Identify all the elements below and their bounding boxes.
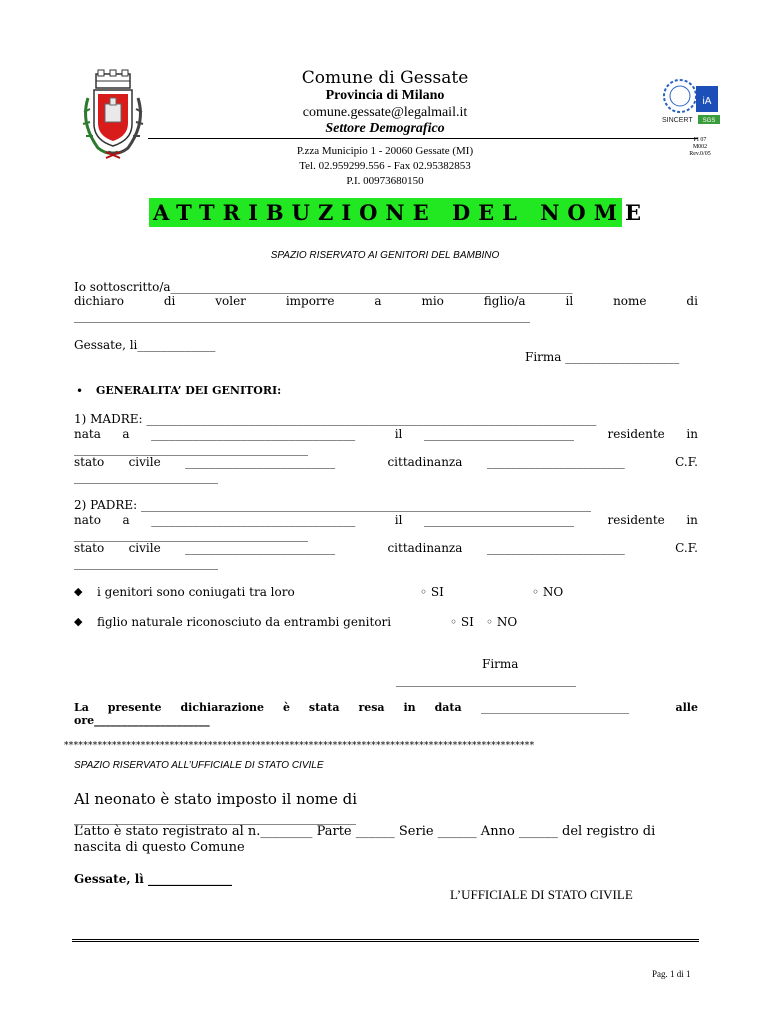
svg-text:iA: iA [702, 96, 712, 107]
section-genitori-label: SPAZIO RISERVATO AI GENITORI DEL BAMBINO [270, 250, 500, 261]
word: a [122, 513, 130, 527]
padre-cf-line: ________________________ [74, 556, 218, 570]
provincia: Provincia di Milano [325, 88, 445, 103]
dichiaro-word: di [686, 294, 698, 308]
word: il [394, 427, 403, 441]
coniugati-si-checkbox[interactable]: ◦ SI [420, 585, 444, 599]
word: a [122, 427, 130, 441]
word: cittadinanza [387, 455, 463, 469]
coniugati-no-checkbox[interactable]: ◦ NO [532, 585, 564, 599]
word: residente [607, 513, 665, 527]
firma-genitore: Firma ___________________ [525, 350, 680, 364]
dichiaro-word: il [565, 294, 574, 308]
comune-title: Comune di Gessate [301, 68, 469, 88]
nome-line: ____________________________________________________________________________ [74, 309, 530, 323]
word: dichiarazione [180, 701, 265, 714]
bullet-icon: • [76, 384, 84, 398]
dichiaro-word: mio [421, 294, 444, 308]
padre-residenza-line: _______________________________________ [74, 528, 308, 542]
word: La [74, 701, 89, 714]
word: stata [308, 701, 340, 714]
email: comune.gessate@legalmail.it [302, 105, 468, 120]
word: è [282, 701, 290, 714]
word: nato [74, 513, 101, 527]
telefono: Tel. 02.959299.556 - Fax 02.95382853 [299, 160, 471, 172]
atto-line-1: L’atto è stato registrato al n.________ Parte ______ Serie ______ Anno ______ del registro di [74, 824, 656, 839]
madre-residenza-line: _______________________________________ [74, 442, 308, 456]
document-title: ATTRIBUZIONE DEL NOME [149, 198, 622, 227]
firma-genitori-line: ______________________________ [396, 673, 576, 687]
word: data [434, 701, 462, 714]
blank: __________________________________ [151, 427, 356, 441]
sgs-label: SGS [702, 118, 716, 124]
section-ufficiale-label: SPAZIO RISERVATO ALL’UFFICIALE DI STATO CIVILE [74, 760, 324, 771]
word: in [686, 427, 698, 441]
piva: P.I. 00973680150 [346, 175, 424, 187]
dichiaro-row [74, 294, 698, 308]
dichiaro-word: voler [215, 294, 246, 308]
doc-code-line: M002 [692, 144, 708, 150]
coniugati-label: i genitori sono coniugati tra loro [97, 585, 295, 599]
word: resa [358, 701, 385, 714]
doc-code-line: PI 07 [693, 137, 707, 143]
neonato-line: _______________________________________________ [74, 811, 356, 825]
madre-line: 1) MADRE: ___________________________________________________________________________ [74, 412, 597, 426]
blank: _________________________ [185, 455, 336, 469]
blank: _______________________ [486, 541, 625, 555]
word: il [394, 513, 403, 527]
blank: _______________________ [486, 455, 625, 469]
word: C.F. [675, 455, 698, 469]
generalita-heading: GENERALITA’ DEI GENITORI: [96, 384, 282, 397]
page-number: Pag. 1 di 1 [652, 969, 691, 979]
padre-line: 2) PADRE: ___________________________________________________________________________ [74, 498, 592, 512]
word: alle [675, 701, 698, 714]
certification-logo [660, 76, 726, 126]
indirizzo: P.zza Municipio 1 - 20060 Gessate (MI) [296, 145, 474, 157]
word: in [686, 513, 698, 527]
blank: __________________________________ [151, 513, 356, 527]
stars-separator: ************************************************************************************************** [64, 741, 535, 751]
padre-stato-row [74, 541, 698, 555]
footer-rule-2 [72, 941, 699, 942]
gessate-li: Gessate, li_____________ [74, 338, 216, 352]
settore: Settore Demografico [325, 121, 445, 136]
neonato-text: Al neonato è stato imposto il nome di [74, 790, 358, 808]
madre-cf-line: ________________________ [74, 470, 218, 484]
padre-nato-row [74, 513, 698, 527]
doc-code [672, 137, 728, 158]
dichiaro-word: dichiaro [74, 294, 124, 308]
madre-nata-row [74, 427, 698, 441]
doc-code-line: Rev.0/05 [689, 151, 711, 157]
word: C.F. [675, 541, 698, 555]
gessate-li-ufficiale [74, 872, 232, 886]
blank: _________________________ [423, 427, 574, 441]
sincert-label: SINCERT [662, 117, 693, 124]
naturale-no-checkbox[interactable]: ◦ NO [486, 615, 518, 629]
word: in [403, 701, 416, 714]
gessate-li-text: Gessate, lì ______________ [74, 872, 232, 886]
dichiaro-word: figlio/a [483, 294, 526, 308]
blank: _________________________ [423, 513, 574, 527]
word: civile [128, 455, 161, 469]
word: residente [607, 427, 665, 441]
dichiaro-word: di [163, 294, 176, 308]
header-rule [148, 138, 698, 139]
dichiarazione-row [74, 701, 698, 714]
naturale-label: figlio naturale riconosciuto da entrambi genitori [97, 615, 392, 629]
dichiaro-word: imporre [285, 294, 335, 308]
dichiaro-word: a [374, 294, 382, 308]
word: civile [128, 541, 161, 555]
blank: ___________________________ [480, 701, 630, 714]
atto-line-2: nascita di questo Comune [74, 840, 245, 855]
firma-genitori-label: Firma [482, 657, 519, 671]
word: stato [74, 541, 105, 555]
word: presente [107, 701, 162, 714]
ore-line: ore_____________________ [74, 714, 210, 727]
diamond-bullet-icon: ◆ [74, 585, 83, 598]
dichiaro-word: nome [613, 294, 647, 308]
ufficiale-label: L’UFFICIALE DI STATO CIVILE [450, 887, 633, 902]
sottoscritto-line: Io sottoscritto/a___________________________________________________________________ [74, 280, 573, 294]
word: nata [74, 427, 101, 441]
madre-stato-row [74, 455, 698, 469]
blank: _________________________ [185, 541, 336, 555]
naturale-si-checkbox[interactable]: ◦ SI [450, 615, 474, 629]
diamond-bullet-icon: ◆ [74, 615, 83, 628]
word: stato [74, 455, 105, 469]
footer-rule [72, 939, 699, 940]
word: cittadinanza [387, 541, 463, 555]
